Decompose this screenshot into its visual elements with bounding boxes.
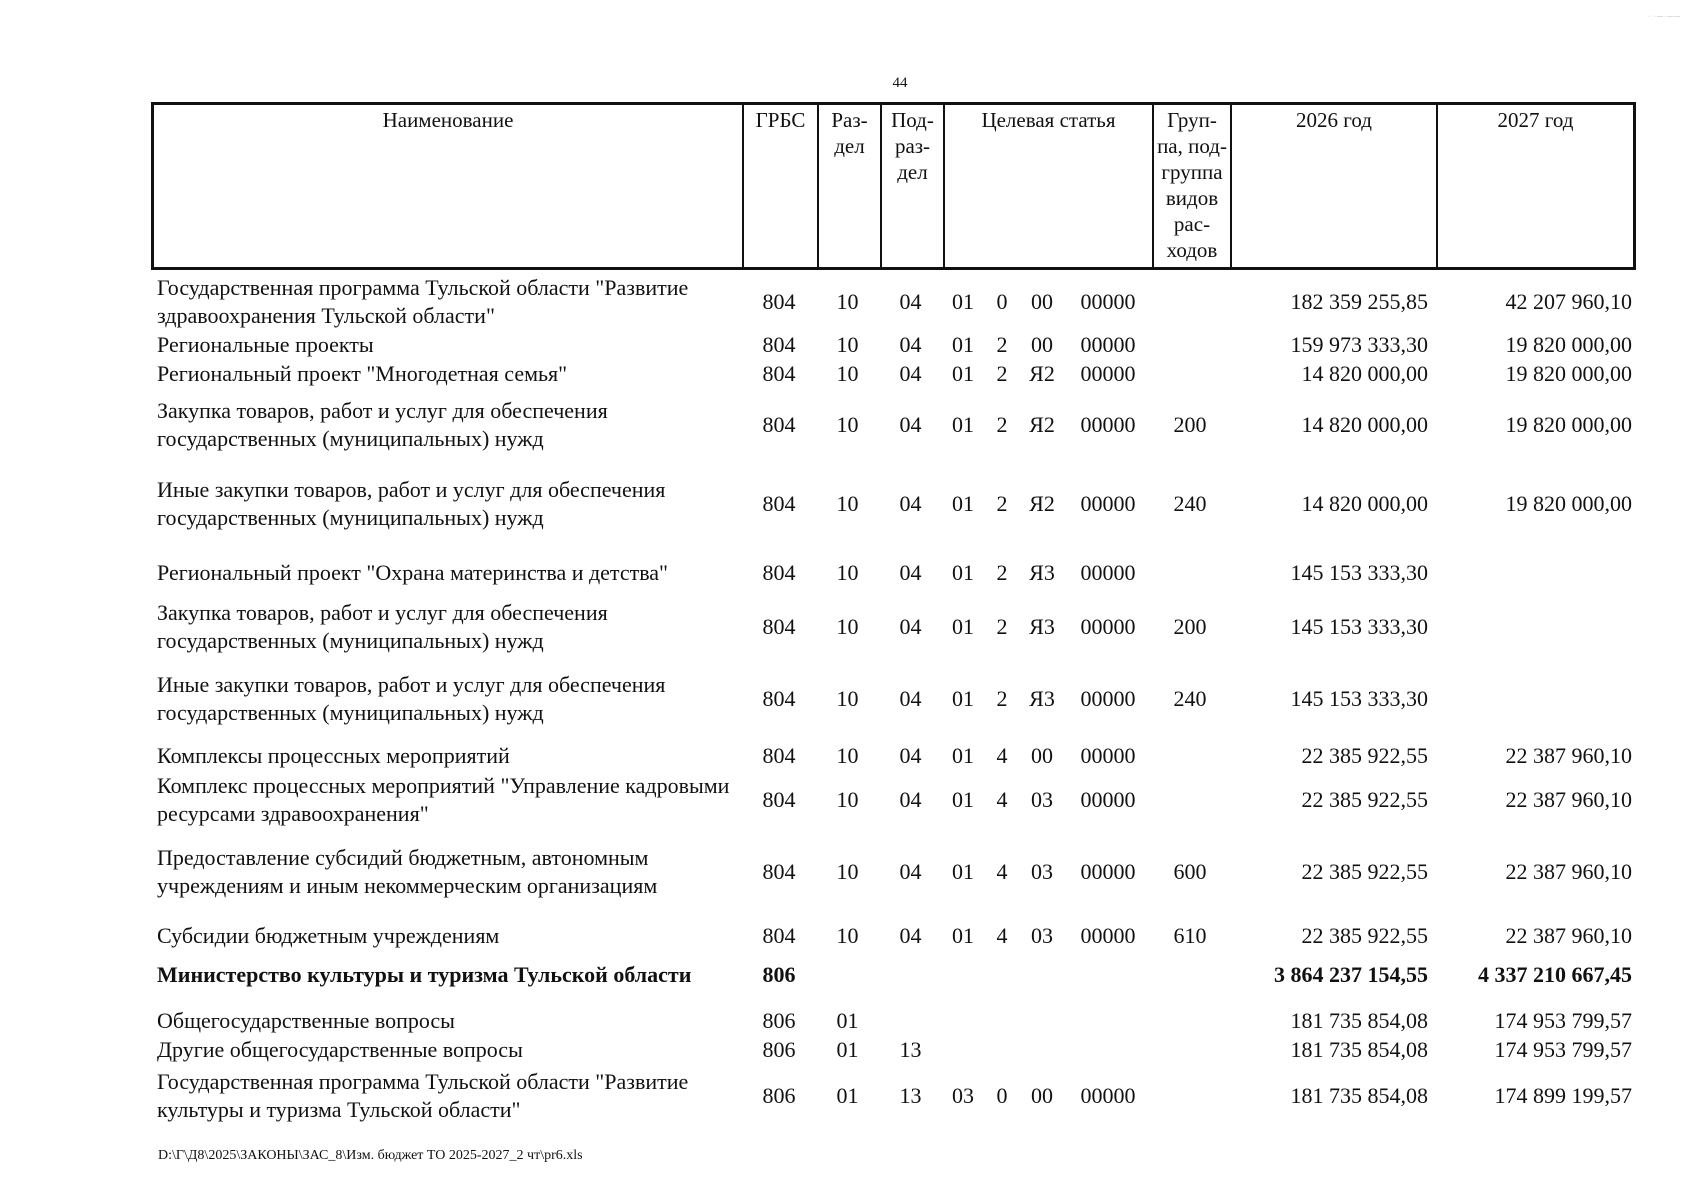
header-group: Груп- па, под- группа видов рас- ходов <box>1154 105 1232 267</box>
cell-t4: 00000 <box>1080 412 1136 437</box>
cell-t2: 0 <box>996 1083 1008 1108</box>
cell-y2027: 19 820 000,00 <box>1505 412 1632 437</box>
cell-prz: 13 <box>899 1037 922 1062</box>
cell-t3: 03 <box>1031 787 1053 812</box>
table-row <box>151 395 1636 455</box>
cell-prz: 04 <box>899 787 922 812</box>
cell-t3: Я2 <box>1029 412 1055 437</box>
cell-grbs: 804 <box>762 859 796 884</box>
cell-y2026: 181 735 854,08 <box>1290 1037 1428 1062</box>
page-number: 44 <box>892 75 908 91</box>
cell-grbs: 804 <box>762 787 796 812</box>
cell-grbs: 804 <box>762 289 796 314</box>
cell-vr: 200 <box>1173 614 1207 639</box>
cell-rz: 10 <box>836 614 859 639</box>
cell-prz: 04 <box>899 859 922 884</box>
row-name: Закупка товаров, работ и услуг для обеспечения государственных (муниципальных) нужд <box>157 600 608 653</box>
cell-t2: 2 <box>996 614 1008 639</box>
cell-t4: 00000 <box>1080 361 1136 386</box>
row-name: Государственная программа Тульской области "Развитие здравоохранения Тульской области" <box>157 275 689 328</box>
row-name: Общегосударственные вопросы <box>157 1008 455 1033</box>
cell-t4: 00000 <box>1080 1083 1136 1108</box>
cell-rz: 10 <box>836 859 859 884</box>
cell-t4: 00000 <box>1080 686 1136 711</box>
cell-t4: 00000 <box>1080 289 1136 314</box>
cell-grbs: 804 <box>762 332 796 357</box>
cell-t2: 0 <box>996 289 1008 314</box>
cell-grbs: 804 <box>762 743 796 768</box>
cell-t1: 01 <box>952 289 974 314</box>
header-razdel: Раз- дел <box>819 105 882 267</box>
table-header <box>151 102 1636 270</box>
cell-t3: Я3 <box>1029 614 1055 639</box>
cell-vr: 600 <box>1173 859 1207 884</box>
cell-t3: 00 <box>1031 289 1053 314</box>
cell-prz: 04 <box>899 332 922 357</box>
cell-prz: 04 <box>899 289 922 314</box>
cell-rz: 10 <box>836 361 859 386</box>
cell-grbs: 804 <box>762 686 796 711</box>
cell-vr: 240 <box>1173 491 1207 516</box>
cell-t4: 00000 <box>1080 743 1136 768</box>
header-podrazdel: Под- раз- дел <box>882 105 945 267</box>
cell-y2026: 14 820 000,00 <box>1301 361 1428 386</box>
cell-t1: 01 <box>952 332 974 357</box>
header-target: Целевая статья <box>945 105 1154 267</box>
cell-t2: 4 <box>996 787 1008 812</box>
cell-rz: 10 <box>836 686 859 711</box>
cell-t1: 01 <box>952 491 974 516</box>
cell-t1: 01 <box>952 686 974 711</box>
cell-rz: 01 <box>836 1008 859 1033</box>
cell-t3: 00 <box>1031 743 1053 768</box>
table-row <box>151 770 1636 830</box>
cell-t2: 4 <box>996 923 1008 948</box>
cell-t1: 01 <box>952 787 974 812</box>
cell-rz: 10 <box>836 412 859 437</box>
cell-t1: 01 <box>952 614 974 639</box>
cell-prz: 04 <box>899 686 922 711</box>
row-name: Закупка товаров, работ и услуг для обеспечения государственных (муниципальных) нужд <box>157 398 608 451</box>
cell-rz: 10 <box>836 743 859 768</box>
table-row <box>151 330 1636 360</box>
cell-t1: 01 <box>952 859 974 884</box>
cell-t1: 01 <box>952 560 974 585</box>
cell-y2026: 182 359 255,85 <box>1290 289 1428 314</box>
cell-t4: 00000 <box>1080 859 1136 884</box>
cell-t3: Я2 <box>1029 361 1055 386</box>
cell-prz: 04 <box>899 412 922 437</box>
cell-y2027: 22 387 960,10 <box>1505 859 1632 884</box>
cell-t2: 2 <box>996 361 1008 386</box>
table-row <box>151 1035 1636 1065</box>
cell-t1: 01 <box>952 923 974 948</box>
cell-t1: 01 <box>952 412 974 437</box>
cell-t4: 00000 <box>1080 787 1136 812</box>
cell-y2027: 19 820 000,00 <box>1505 332 1632 357</box>
table-row <box>151 359 1636 389</box>
cell-rz: 10 <box>836 560 859 585</box>
cell-y2026: 14 820 000,00 <box>1301 491 1428 516</box>
cell-prz: 04 <box>899 614 922 639</box>
table-row <box>151 740 1636 772</box>
header-grbs: ГРБС <box>744 105 819 267</box>
cell-prz: 04 <box>899 491 922 516</box>
cell-t2: 2 <box>996 491 1008 516</box>
table-row <box>151 553 1636 593</box>
cell-t1: 03 <box>952 1083 974 1108</box>
row-name: Другие общегосударственные вопросы <box>157 1037 523 1062</box>
row-name: Государственная программа Тульской области "Развитие культуры и туризма Тульской области" <box>157 1069 689 1122</box>
row-name: Региональный проект "Охрана материнства и детства" <box>157 560 669 585</box>
cell-grbs: 804 <box>762 614 796 639</box>
cell-y2026: 145 153 333,30 <box>1290 560 1428 585</box>
cell-grbs: 804 <box>762 491 796 516</box>
cell-rz: 10 <box>836 923 859 948</box>
cell-t2: 2 <box>996 412 1008 437</box>
cell-rz: 10 <box>836 491 859 516</box>
cell-grbs: 806 <box>762 1008 796 1033</box>
cell-y2026: 22 385 922,55 <box>1301 743 1428 768</box>
cell-prz: 04 <box>899 743 922 768</box>
cell-y2027: 42 207 960,10 <box>1505 289 1632 314</box>
cell-y2026: 3 864 237 154,55 <box>1274 962 1428 987</box>
cell-y2026: 14 820 000,00 <box>1301 412 1428 437</box>
cell-prz: 04 <box>899 361 922 386</box>
cell-t3: 00 <box>1031 1083 1053 1108</box>
table-row <box>151 918 1636 954</box>
row-name: Региональные проекты <box>157 332 374 357</box>
cell-prz: 13 <box>899 1083 922 1108</box>
header-2027: 2027 год <box>1497 108 1574 132</box>
row-name: Комплекс процессных мероприятий "Управление кадровыми ресурсами здравоохранения" <box>157 773 730 826</box>
cell-t3: Я2 <box>1029 491 1055 516</box>
cell-y2027: 174 899 199,57 <box>1494 1083 1632 1108</box>
cell-vr: 200 <box>1173 412 1207 437</box>
cell-prz: 04 <box>899 560 922 585</box>
cell-y2026: 22 385 922,55 <box>1301 787 1428 812</box>
cell-y2026: 181 735 854,08 <box>1290 1083 1428 1108</box>
cell-t2: 4 <box>996 859 1008 884</box>
cell-rz: 10 <box>836 289 859 314</box>
row-name: Иные закупки товаров, работ и услуг для обеспечения государственных (муниципальных) нужд <box>157 477 666 530</box>
cell-t4: 00000 <box>1080 560 1136 585</box>
cell-t3: 03 <box>1031 923 1053 948</box>
cell-t3: Я3 <box>1029 560 1055 585</box>
cell-y2026: 145 153 333,30 <box>1290 686 1428 711</box>
cell-y2026: 181 735 854,08 <box>1290 1008 1428 1033</box>
cell-t4: 00000 <box>1080 491 1136 516</box>
cell-grbs: 804 <box>762 923 796 948</box>
cell-t1: 01 <box>952 743 974 768</box>
cell-t3: 03 <box>1031 859 1053 884</box>
cell-prz: 04 <box>899 923 922 948</box>
cell-y2027: 22 387 960,10 <box>1505 743 1632 768</box>
cell-t2: 2 <box>996 560 1008 585</box>
cell-y2026: 22 385 922,55 <box>1301 923 1428 948</box>
header-2026: 2026 год <box>1232 105 1438 267</box>
cell-t4: 00000 <box>1080 923 1136 948</box>
cell-y2026: 145 153 333,30 <box>1290 614 1428 639</box>
cell-y2027: 174 953 799,57 <box>1494 1008 1632 1033</box>
cell-grbs: 806 <box>762 1037 796 1062</box>
cell-vr: 240 <box>1173 686 1207 711</box>
row-name: Комплексы процессных мероприятий <box>157 743 510 768</box>
table-row <box>151 1066 1636 1126</box>
cell-y2027: 22 387 960,10 <box>1505 787 1632 812</box>
cell-t3: 00 <box>1031 332 1053 357</box>
table-row <box>151 955 1636 995</box>
table-row <box>151 462 1636 546</box>
cell-rz: 01 <box>836 1083 859 1108</box>
table-row <box>151 595 1636 659</box>
cell-t1: 01 <box>952 361 974 386</box>
cell-grbs: 804 <box>762 560 796 585</box>
cell-y2026: 22 385 922,55 <box>1301 859 1428 884</box>
row-name: Субсидии бюджетным учреждениям <box>157 923 500 948</box>
cell-y2026: 159 973 333,30 <box>1290 332 1428 357</box>
row-name: Иные закупки товаров, работ и услуг для обеспечения государственных (муниципальных) нужд <box>157 672 666 725</box>
cell-rz: 01 <box>836 1037 859 1062</box>
cell-grbs: 804 <box>762 361 796 386</box>
table-row <box>151 1006 1636 1036</box>
header-name: Наименование <box>154 105 744 267</box>
cell-t4: 00000 <box>1080 614 1136 639</box>
cell-rz: 10 <box>836 787 859 812</box>
cell-grbs: 804 <box>762 412 796 437</box>
scan-mark: · ·—·—— <box>1648 14 1681 20</box>
cell-rz: 10 <box>836 332 859 357</box>
cell-t3: Я3 <box>1029 686 1055 711</box>
cell-t4: 00000 <box>1080 332 1136 357</box>
cell-vr: 610 <box>1173 923 1207 948</box>
table-row <box>151 272 1636 332</box>
table-row <box>151 840 1636 904</box>
cell-y2027: 19 820 000,00 <box>1505 361 1632 386</box>
table-row <box>151 667 1636 731</box>
cell-t2: 2 <box>996 686 1008 711</box>
cell-y2027: 19 820 000,00 <box>1505 491 1632 516</box>
cell-t2: 4 <box>996 743 1008 768</box>
cell-y2027: 4 337 210 667,45 <box>1478 962 1632 987</box>
cell-y2027: 22 387 960,10 <box>1505 923 1632 948</box>
cell-t2: 2 <box>996 332 1008 357</box>
footer-file-path: D:\Г\Д8\2025\ЗАКОНЫ\ЗАС_8\Изм. бюджет ТО 2025-2027_2 чт\pr6.xls <box>158 1148 583 1163</box>
cell-grbs: 806 <box>762 962 796 987</box>
row-name: Региональный проект "Многодетная семья" <box>157 361 568 386</box>
cell-grbs: 806 <box>762 1083 796 1108</box>
row-name: Предоставление субсидий бюджетным, автономным учреждениям и иным некоммерческим организациям <box>157 845 658 898</box>
cell-y2027: 174 953 799,57 <box>1494 1037 1632 1062</box>
row-name: Министерство культуры и туризма Тульской области <box>157 962 692 987</box>
